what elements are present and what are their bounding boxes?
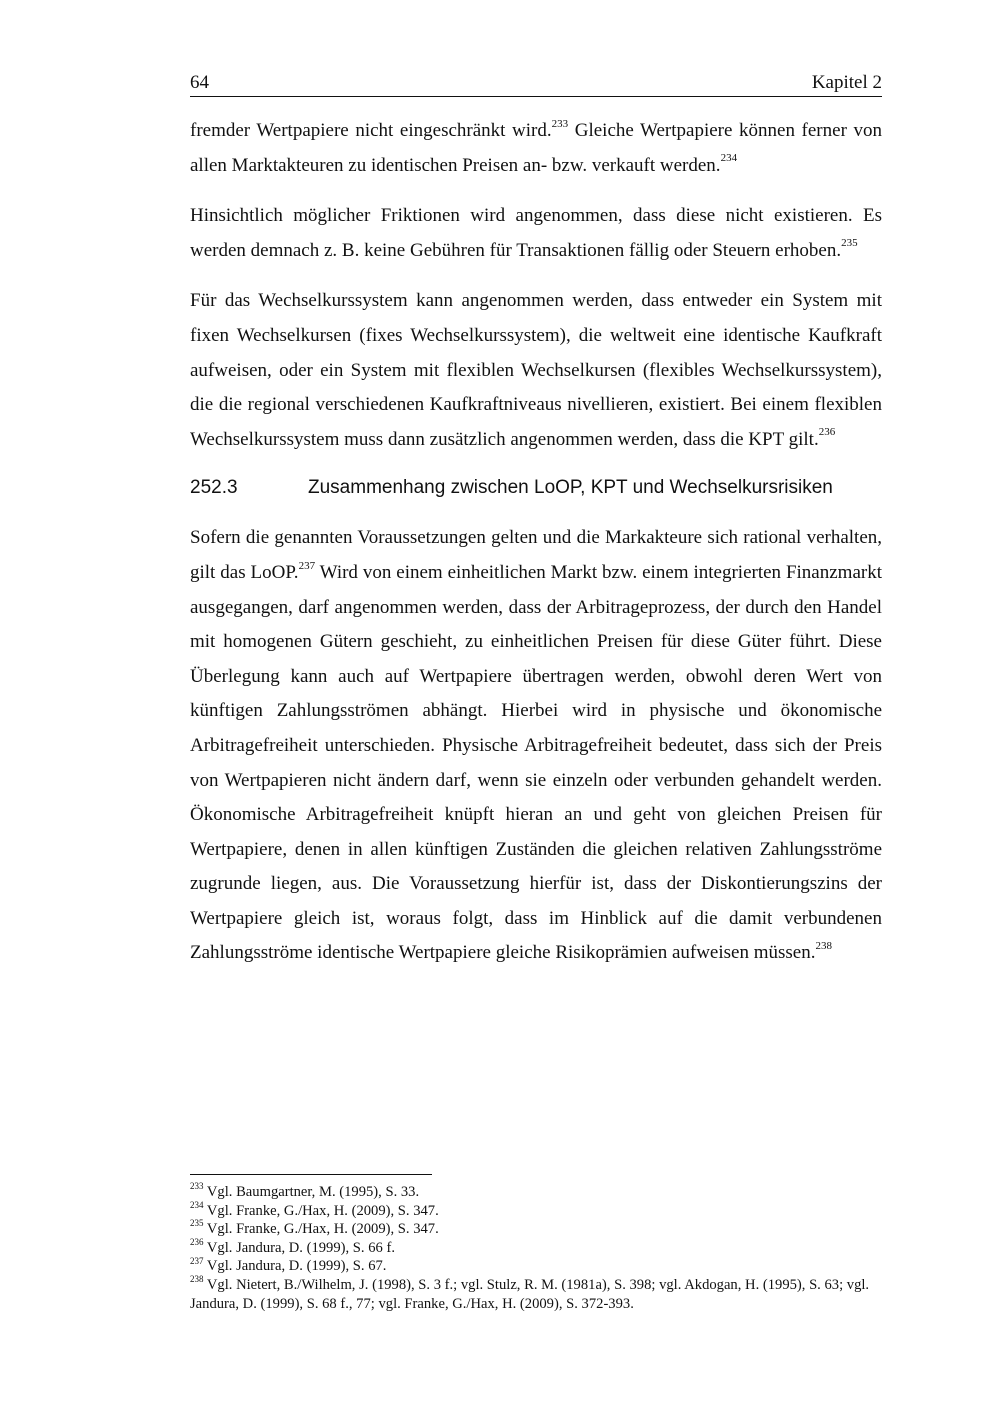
running-header: [190, 72, 882, 97]
section-number: 252.3: [190, 477, 238, 499]
footnote-238: $^{238}$ Vgl. Nietert, B./Wilhelm, J. (1998), S. 3 f.; vgl. Stulz, R. M. (1981a), S. 398; vgl. Akdogan, H. (1995), S. 63; vgl. Jandura, D. (1999), S. 68 f., 77; vgl. Franke, G./Hax, H. (2009), S. 372-393.: [190, 1274, 870, 1312]
paragraph-2: Hinsichtlich möglicher Friktionen wird angenommen, dass diese nicht existieren. Es werden demnach z. B. keine Gebühren für Transaktionen fällig oder Steuern erhoben.$^{235}$: [190, 205, 882, 261]
footnote-ref-233[interactable]: 233: [551, 117, 569, 130]
footnote-ref-236[interactable]: 236: [818, 426, 836, 439]
footnote-ref-238[interactable]: 238: [815, 940, 832, 953]
section-title: Zusammenhang zwischen LoOP, KPT und Wechselkursrisiken: [308, 477, 833, 499]
paragraph-1: fremder Wertpapiere nicht eingeschränkt wird.$^{233}$ Gleiche Wertpapiere können ferner von allen Marktakteuren zu identischen Preisen an- bzw. verkauft werden.$^{234}$: [190, 117, 883, 176]
footnote-234: $^{234}$ Vgl. Franke, G./Hax, H. (2009), S. 347.: [190, 1199, 439, 1219]
section-heading: [190, 475, 882, 501]
chapter-title: Kapitel 2: [811, 72, 882, 93]
paragraph-4: Sofern die genannten Voraussetzungen gelten und die Markakteure sich rational verhalten, gilt das LoOP.$^{237}$ Wird von einem einheitlichen Markt bzw. einem integrierten Finanzmarkt ausgegangen, darf angenommen werden, dass der Arbitrageprozess, der durch den Handel mit homogenen Gütern geschieht, zu einheitlichen Preisen für diese Güter führt. Diese Überlegung kann auch auf Wertpapiere übertragen werden, obwohl deren Wert von künftigen Zahlungsströmen abhängt. Hierbei wird in physische und ökonomische Arbitragefreiheit unterschieden. Physische Arbitragefreiheit bedeutet, dass sich der Preis von Wertpapieren nicht ändern darf, wenn sie einzeln oder verbunden gehandelt werden. Ökonomische Arbitragefreiheit knüpft hieran an und geht von gleichen Preisen für Wertpapiere, denen in allen künftigen Zuständen die gleichen relativen Zahlungsströme zugrunde liegen, aus. Die Voraussetzung hierfür ist, dass der Diskontierungszins der Wertpapiere gleich ist, woraus folgt, dass im Hinblick auf die damit verbundenen Zahlungsströme identische Wertpapiere gleiche Risikoprämien aufweisen müssen.$^{238}$: [190, 527, 882, 964]
footnote-separator: [190, 1174, 432, 1175]
footnotes: [190, 1183, 890, 1313]
footnote-235: $^{235}$ Vgl. Franke, G./Hax, H. (2009), S. 347.: [190, 1218, 439, 1238]
footnote-ref-237[interactable]: 237: [298, 559, 316, 572]
footnote-233: $^{233}$ Vgl. Baumgartner, M. (1995), S. 33.: [190, 1181, 420, 1200]
paragraph-3: Für das Wechselkurssystem kann angenommen werden, dass entweder ein System mit fixen Wechselkursen (fixes Wechselkurssystem), die weltweit eine identische Kaufkraft aufweisen, oder ein System mit flexiblen Wechselkursen (flexibles Wechselkurssystem), die die regional verschiedenen Kaufkraftniveaus nivellieren, existiert. Bei einem flexiblen Wechselkurssystem muss dann zusätzlich angenommen werden, dass die KPT gilt.$^{236}$: [190, 290, 882, 450]
page-number: 64: [190, 72, 209, 93]
footnote-236: $^{236}$ Vgl. Jandura, D. (1999), S. 66 f.: [190, 1236, 395, 1256]
footnote-ref-234[interactable]: 234: [720, 152, 738, 165]
footnote-237: $^{237}$ Vgl. Jandura, D. (1999), S. 67.: [190, 1255, 387, 1275]
footnote-ref-235[interactable]: 235: [841, 237, 858, 250]
body-text: [190, 114, 882, 971]
